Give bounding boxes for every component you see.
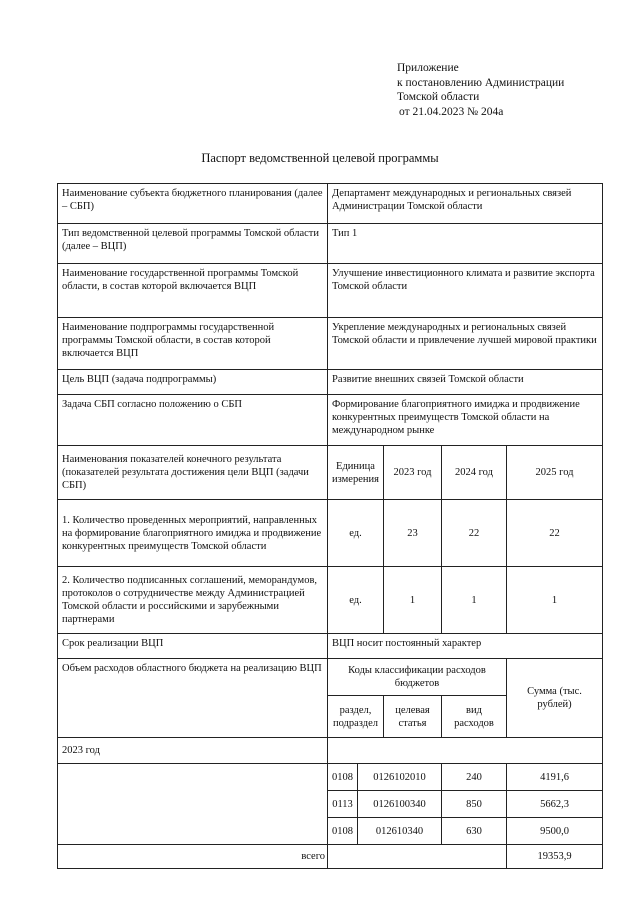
table-row xyxy=(58,224,603,264)
year-header: 2023 год xyxy=(384,446,442,500)
row-value: Развитие внешних связей Томской области xyxy=(328,370,603,395)
table-row xyxy=(58,395,603,446)
indicator-value: 22 xyxy=(507,500,603,567)
budget-section: 0108 xyxy=(328,818,358,845)
appendix-block xyxy=(397,61,564,119)
empty-cell xyxy=(328,738,603,764)
indicator-unit: ед. xyxy=(328,500,384,567)
indicator-value: 1 xyxy=(442,567,507,634)
table-row xyxy=(58,370,603,395)
table-row xyxy=(58,318,603,370)
budget-row xyxy=(58,764,603,791)
row-value: ВЦП носит постоянный характер xyxy=(328,634,603,659)
row-label: Задача СБП согласно положению о СБП xyxy=(58,395,328,446)
sum-header: Сумма (тыс. рублей) xyxy=(507,659,603,738)
row-label: Наименование государственной программы Томской области, в состав которой включается ВЦП xyxy=(58,264,328,318)
row-label: Наименование подпрограммы государственной программы Томской области, в состав которой включается ВЦП xyxy=(58,318,328,370)
row-value: Тип 1 xyxy=(328,224,603,264)
budget-section: 0113 xyxy=(328,791,358,818)
empty-cell xyxy=(58,791,328,818)
row-value: Укрепление международных и региональных связей Томской области и привлечение лучшей мировой практики xyxy=(328,318,603,370)
indicator-row xyxy=(58,500,603,567)
budget-sum: 5662,3 xyxy=(507,791,603,818)
budget-type: 630 xyxy=(442,818,507,845)
indicator-value: 22 xyxy=(442,500,507,567)
indicators-label: Наименования показателей конечного результата (показателей результата достижения цели ВЦП (задачи СБП) xyxy=(58,446,328,500)
budget-header-row xyxy=(58,659,603,696)
indicator-value: 1 xyxy=(507,567,603,634)
table-row xyxy=(58,184,603,224)
row-value: Департамент международных и региональных связей Администрации Томской области xyxy=(328,184,603,224)
budget-total-row xyxy=(58,845,603,869)
row-label: Тип ведомственной целевой программы Томской области (далее – ВЦП) xyxy=(58,224,328,264)
budget-row xyxy=(58,818,603,845)
row-label: Срок реализации ВЦП xyxy=(58,634,328,659)
row-label: Цель ВЦП (задача подпрограммы) xyxy=(58,370,328,395)
row-value: Формирование благоприятного имиджа и продвижение конкурентных преимуществ Томской области на международном рынке xyxy=(328,395,603,446)
passport-table xyxy=(57,183,603,869)
table-row xyxy=(58,264,603,318)
empty-cell xyxy=(58,818,328,845)
budget-target: 012610340 xyxy=(358,818,442,845)
table-row xyxy=(58,634,603,659)
codes-header: Коды классификации расходов бюджетов xyxy=(328,659,507,696)
indicator-unit: ед. xyxy=(328,567,384,634)
appendix-date-number: от 21.04.2023 № 204а xyxy=(399,105,504,118)
document-title: Паспорт ведомственной целевой программы xyxy=(201,151,439,165)
budget-year: 2023 год xyxy=(58,738,328,764)
budget-sum: 9500,0 xyxy=(507,818,603,845)
budget-row xyxy=(58,791,603,818)
indicator-row xyxy=(58,567,603,634)
col-target-header: целевая статья xyxy=(384,696,442,738)
empty-cell xyxy=(328,845,507,869)
budget-target: 0126100340 xyxy=(358,791,442,818)
row-label: Наименование субъекта бюджетного планирования (далее – СБП) xyxy=(58,184,328,224)
budget-sum: 4191,6 xyxy=(507,764,603,791)
col-type-header: вид расходов xyxy=(442,696,507,738)
budget-label: Объем расходов областного бюджета на реализацию ВЦП xyxy=(58,659,328,738)
appendix-line: Приложение xyxy=(397,62,459,74)
indicator-value: 1 xyxy=(384,567,442,634)
budget-type: 850 xyxy=(442,791,507,818)
indicators-header-row xyxy=(58,446,603,500)
row-value: Улучшение инвестиционного климата и развитие экспорта Томской области xyxy=(328,264,603,318)
indicator-value: 23 xyxy=(384,500,442,567)
budget-type: 240 xyxy=(442,764,507,791)
total-label: всего xyxy=(58,845,328,869)
budget-target: 0126102010 xyxy=(358,764,442,791)
appendix-line: к постановлению Администрации xyxy=(397,76,565,89)
budget-section: 0108 xyxy=(328,764,358,791)
year-header: 2025 год xyxy=(507,446,603,500)
indicator-name: 1. Количество проведенных мероприятий, направленных на формирование благоприятного имиджа и продвижение конкурентных преимуществ Томской области xyxy=(58,500,328,567)
appendix-line: Томской области xyxy=(397,91,480,103)
col-section-header: раздел, подраздел xyxy=(328,696,384,738)
total-value: 19353,9 xyxy=(507,845,603,869)
unit-header: Единица измерения xyxy=(328,446,384,500)
budget-year-row xyxy=(58,738,603,764)
year-header: 2024 год xyxy=(442,446,507,500)
empty-cell xyxy=(58,764,328,791)
indicator-name: 2. Количество подписанных соглашений, меморандумов, протоколов о сотрудничестве между Администрацией Томской области и российскими и зарубежными партнерами xyxy=(58,567,328,634)
